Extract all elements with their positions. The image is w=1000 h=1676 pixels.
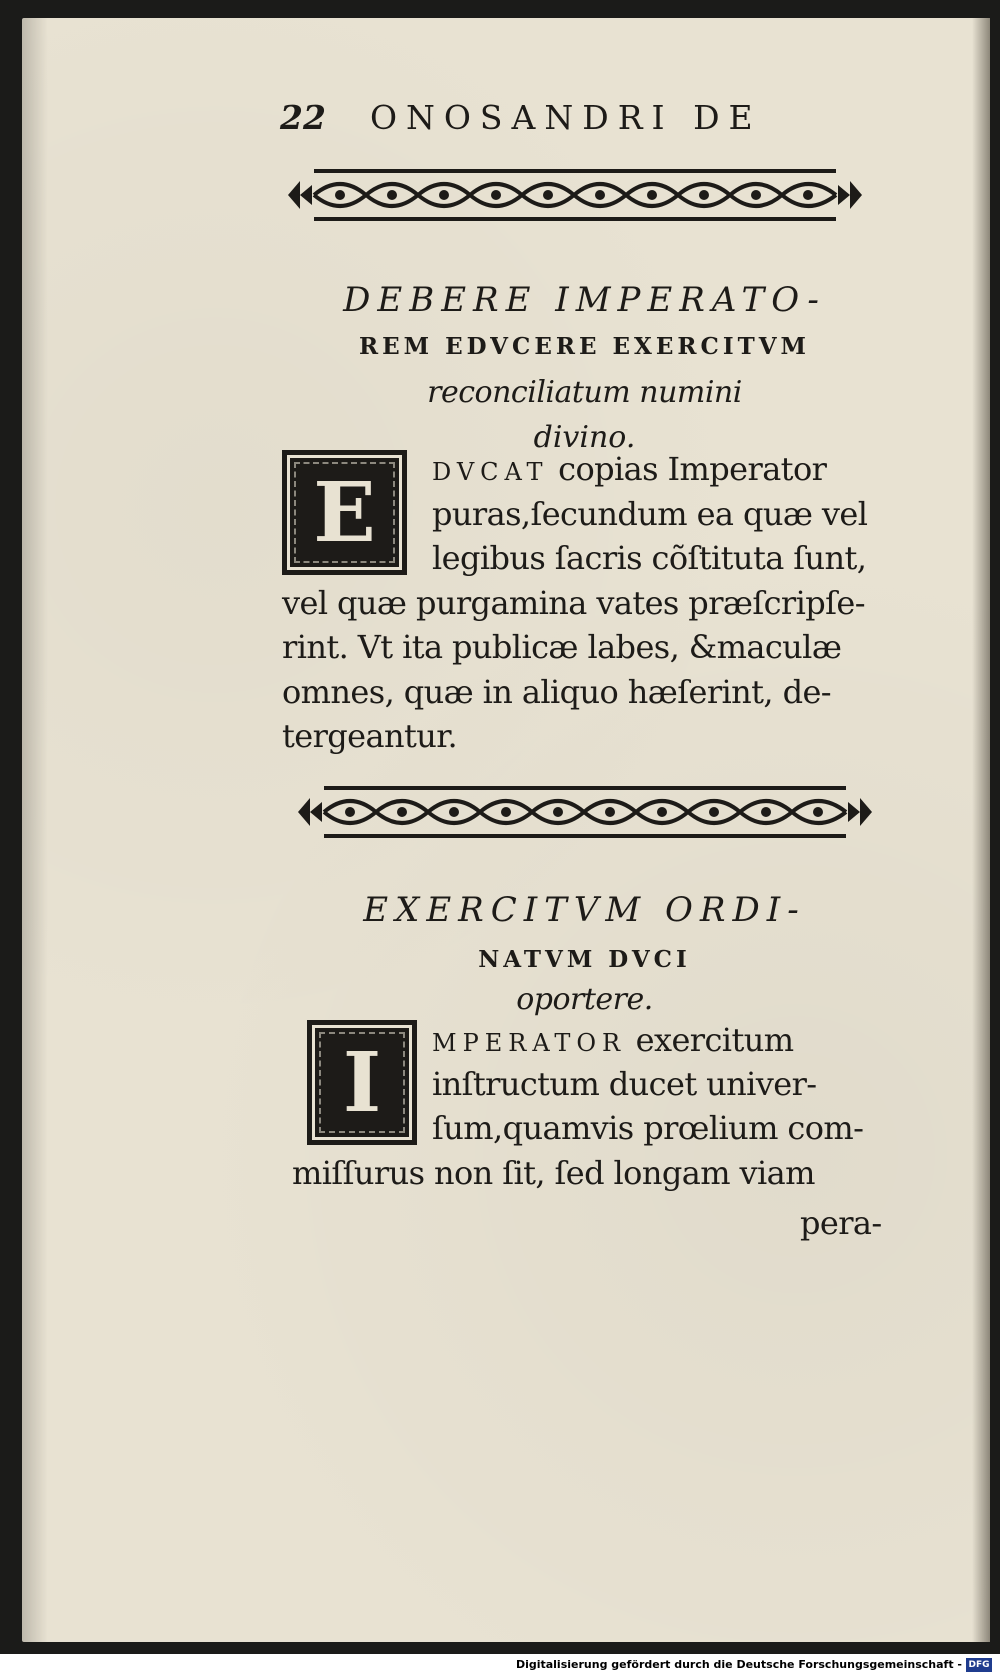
section1-title-line1: DEBERE IMPERATO- — [343, 280, 826, 320]
section2-title-line1: EXERCITVM ORDI- — [363, 890, 806, 930]
section1-title-line4: divino. — [533, 420, 636, 455]
section1-line-5: rint. Vt ita publicæ labes, &maculæ — [282, 628, 842, 666]
catchword: pera- — [800, 1204, 882, 1242]
section1-line-6: omnes, quæ in aliquo hæſerint, de- — [282, 673, 832, 711]
section1-line-4: vel quæ purgamina vates præſcripſe- — [282, 584, 865, 622]
page-edge-shadow — [972, 18, 990, 1642]
digitization-footer — [0, 1654, 1000, 1676]
section2-line-4: miſſurus non ſit, ſed longam viam — [292, 1154, 815, 1192]
section1-line-3: legibus ſacris cõſtituta ſunt, — [432, 539, 867, 577]
ornament-band-middle — [290, 780, 880, 844]
line-lead: MPERATOR — [432, 1029, 627, 1057]
decorated-initial-i: I — [307, 1020, 417, 1145]
page-number: 22 — [280, 98, 326, 137]
section2-title-line3: oportere. — [516, 982, 653, 1017]
section2-line-1 — [432, 1021, 793, 1059]
section1-title-line2: REM EDVCERE EXERCITVM — [358, 333, 811, 360]
section1-title-line3: reconciliatum numini — [427, 375, 742, 410]
line-text: exercitum — [626, 1021, 794, 1059]
section1-line-7: tergeantur. — [282, 717, 458, 755]
dfg-logo: DFG — [966, 1658, 992, 1672]
page-spine-shadow — [22, 18, 48, 1642]
decorated-initial-e: E — [282, 450, 407, 575]
line-lead: DVCAT — [432, 458, 549, 486]
line-text: copias Imperator — [548, 450, 827, 488]
running-title: ONOSANDRI DE — [369, 98, 762, 137]
funding-credit: Digitalisierung gefördert durch die Deutsche Forschungsgemeinschaft - — [515, 1658, 962, 1671]
section1-line-1 — [432, 450, 826, 488]
section2-line-3: ſum,quamvis prœlium com- — [432, 1109, 864, 1147]
book-page — [22, 18, 990, 1642]
ornament-band-top — [280, 163, 870, 227]
section2-title-line2: NATVM DVCI — [478, 946, 691, 973]
running-header — [280, 98, 762, 137]
section2-line-2: inſtructum ducet univer- — [432, 1065, 817, 1103]
section1-line-2: puras,ſecundum ea quæ vel — [432, 495, 868, 533]
